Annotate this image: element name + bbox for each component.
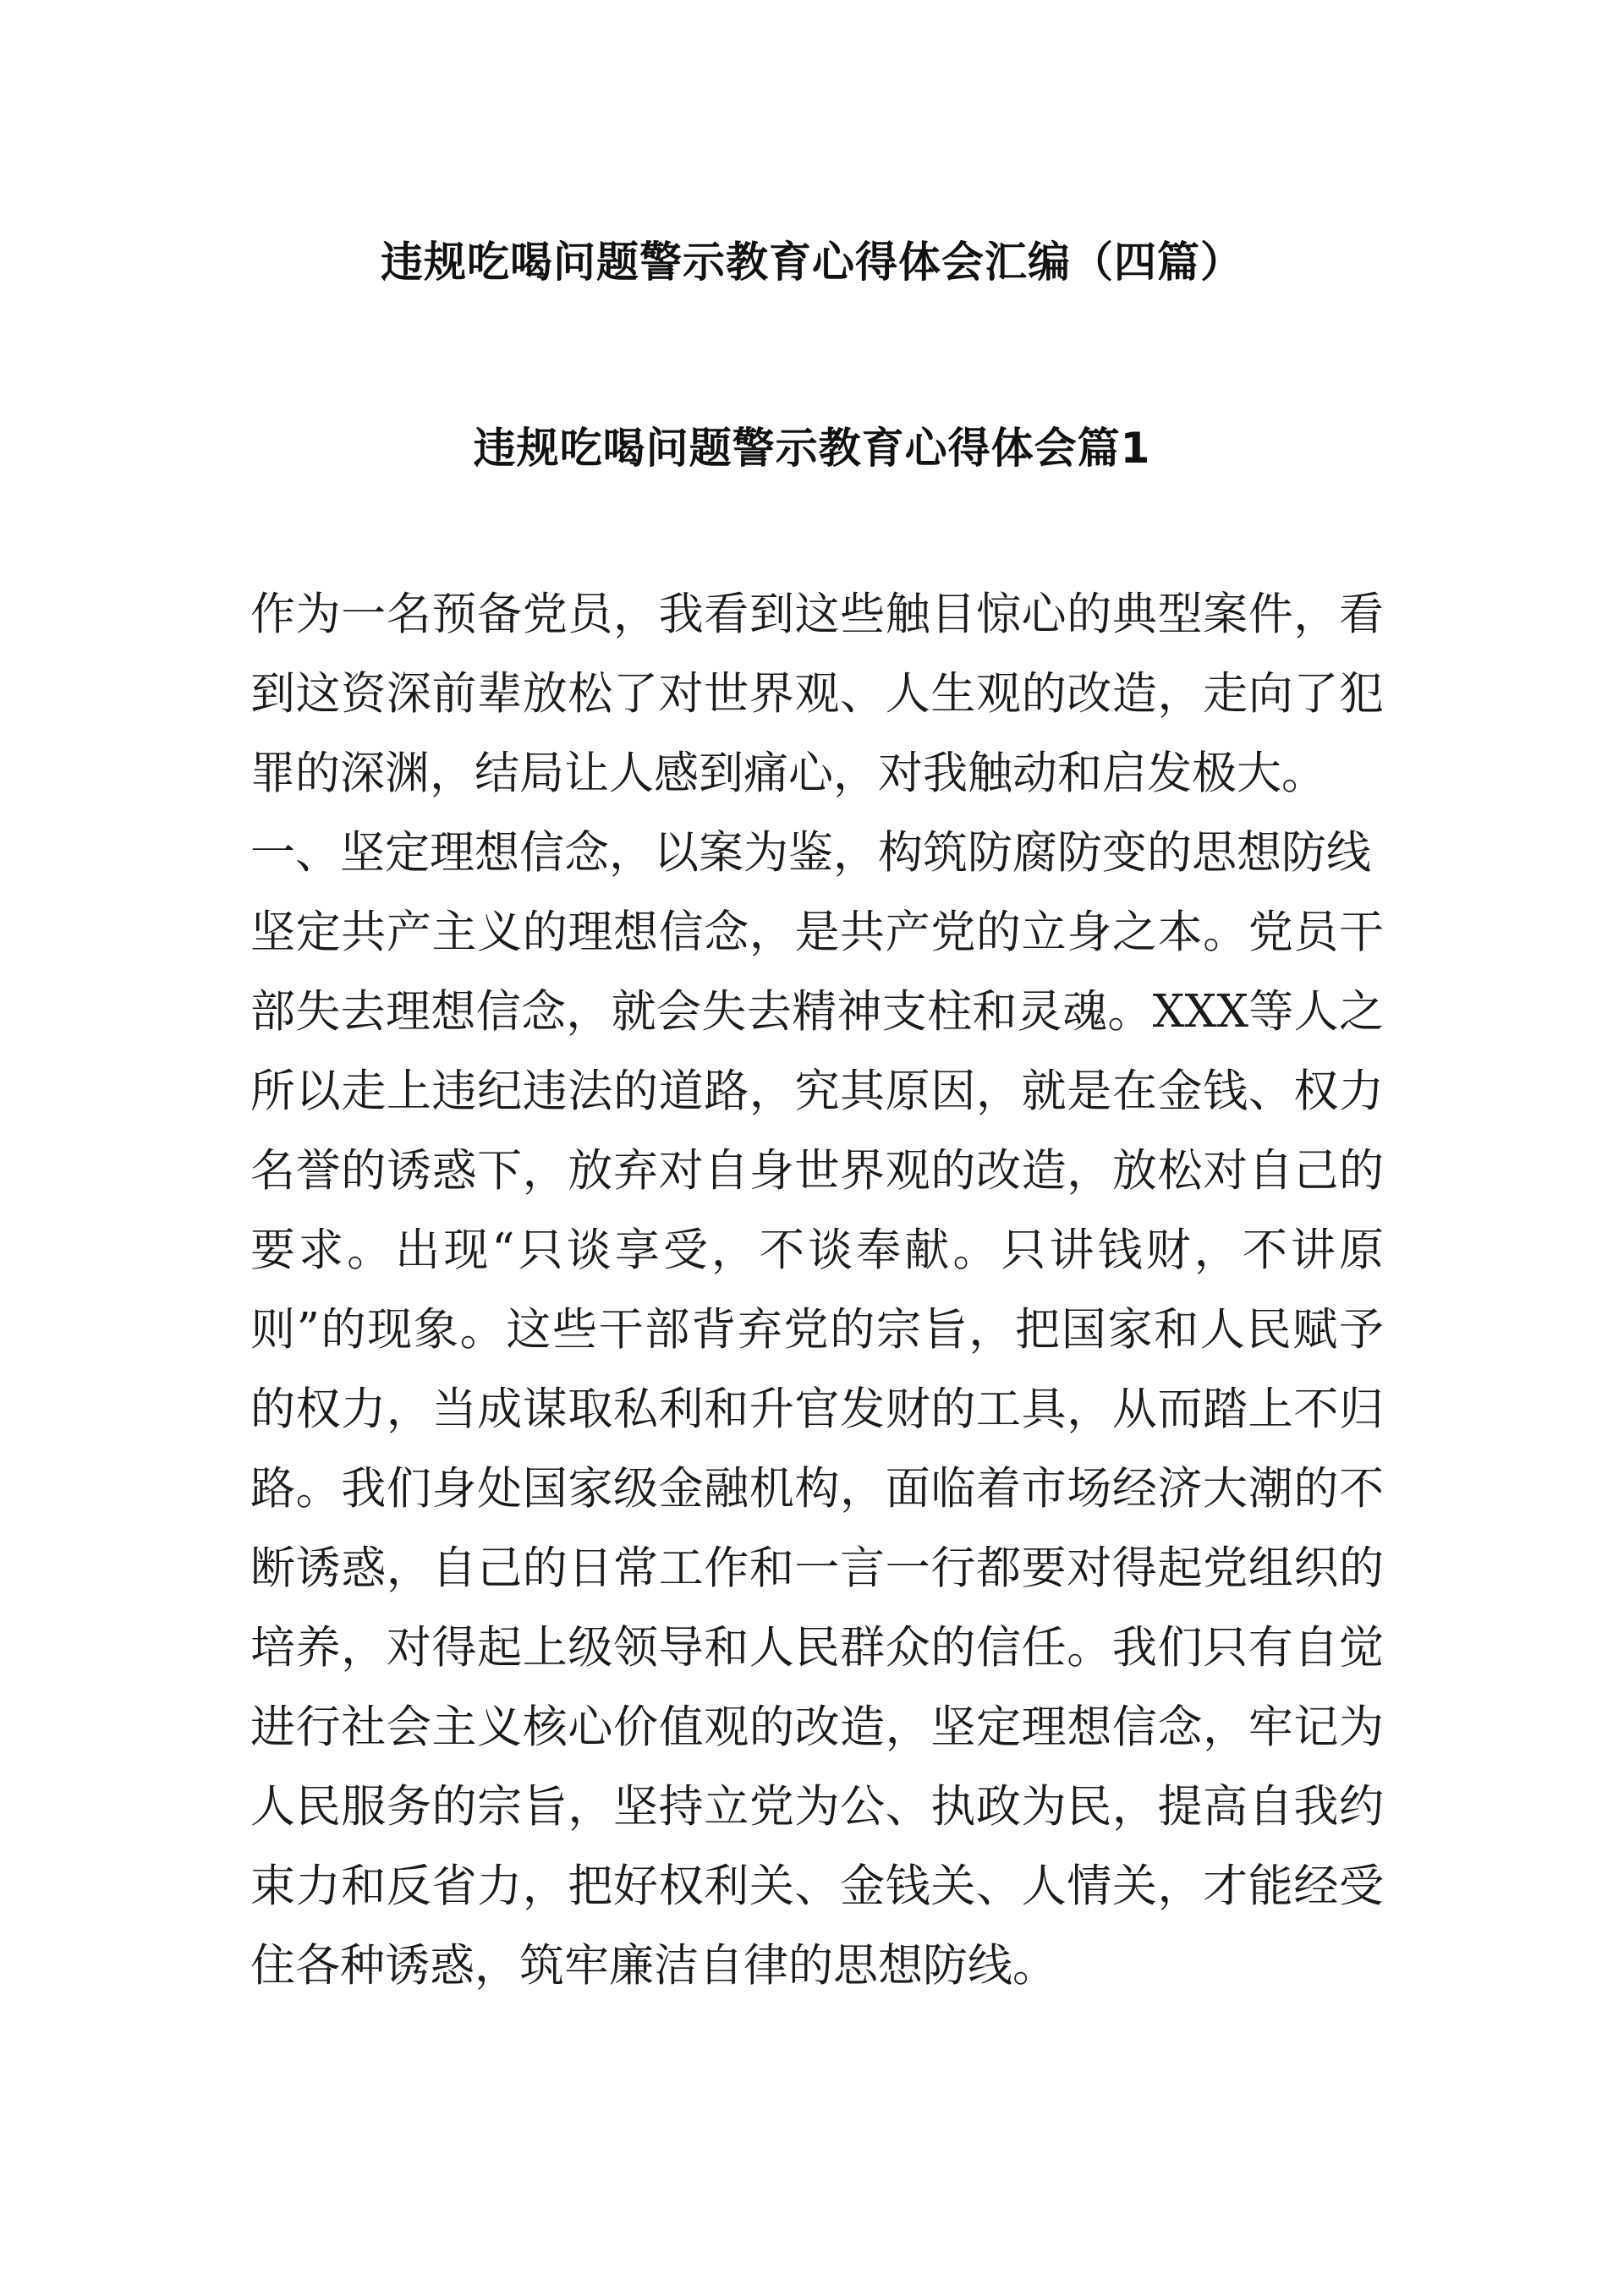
paragraph-heading-1: 一、坚定理想信念，以案为鉴，构筑防腐防变的思想防线 xyxy=(250,827,1371,879)
paragraph-body-1: 坚定共产主义的理想信念，是共产党的立身之本。党员干部失去理想信念，就会失去精神支柱和灵魂。XXX等人之所以走上违纪违法的道路，究其原因，就是在金钱、权力名誉的诱惑下，放弃对自身世界观的改造，放松对自己的要求。出现“只谈享受，不谈奉献。只讲钱财，不讲原则”的现象。这些干部背弃党的宗旨，把国家和人民赋予的权力，当成谋取私利和升官发财的工具，从而踏上不归路。我们身处国家级金融机构，面临着市场经济大潮的不断诱惑，自己的日常工作和一言一行都要对得起党组织的培养，对得起上级领导和人民群众的信任。我们只有自觉进行社会主义核心价值观的改造，坚定理想信念，牢记为人民服务的宗旨，坚持立党为公、执政为民，提高自我约束力和反省力，把好权利关、金钱关、人情关，才能经受住各种诱惑，筑牢廉洁自律的思想防线。 xyxy=(250,907,1384,1992)
section-title: 违规吃喝问题警示教育心得体会篇1 xyxy=(473,424,1151,473)
document-body xyxy=(250,575,1384,2006)
document-main-title: 违规吃喝问题警示教育心得体会汇编（四篇） xyxy=(381,238,1243,287)
paragraph-intro: 作为一名预备党员，我看到这些触目惊心的典型案件，看到这资深前辈放松了对世界观、人生观的改造，走向了犯罪的深渊，结局让人感到痛心，对我触动和启发极大。 xyxy=(250,589,1384,799)
